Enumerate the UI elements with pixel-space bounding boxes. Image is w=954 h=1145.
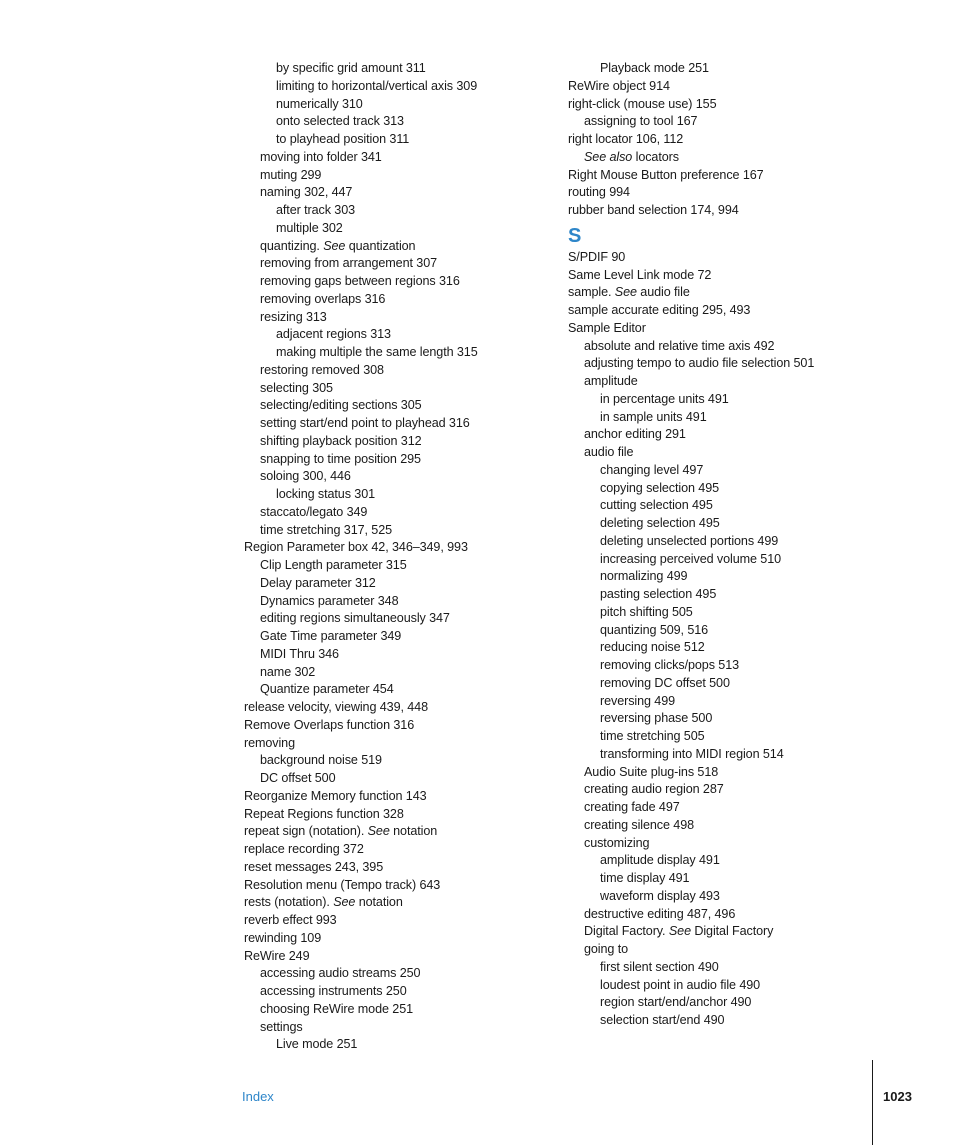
index-entry <box>568 373 868 391</box>
index-entry-text: assigning to tool 167 <box>584 114 698 129</box>
index-entry-text: customizing <box>584 835 650 850</box>
see-target: notation <box>355 895 403 910</box>
index-entry <box>244 96 544 114</box>
index-entry-text: anchor editing 291 <box>584 427 686 442</box>
index-entry-text: editing regions simultaneously 347 <box>260 611 450 626</box>
index-entry-text: reducing noise 512 <box>600 640 705 655</box>
index-entry <box>568 149 868 167</box>
index-entry-text: reset messages 243, 395 <box>244 859 384 874</box>
see-reference: See <box>333 895 356 910</box>
index-entry <box>244 752 544 770</box>
index-entry-text: reverb effect 993 <box>244 913 337 927</box>
index-entry-text: destructive editing 487, 496 <box>584 906 736 921</box>
index-entry-text: cutting selection 495 <box>600 498 713 513</box>
index-entry <box>244 78 544 96</box>
index-entry <box>568 994 868 1012</box>
index-entry <box>244 167 544 185</box>
index-entry-text: restoring removed 308 <box>260 362 384 377</box>
index-entry-text: naming 302, 447 <box>260 185 353 200</box>
index-entry <box>244 220 544 238</box>
index-entry-text: MIDI Thru 346 <box>260 646 339 661</box>
index-entry <box>244 610 544 628</box>
index-entry <box>244 646 544 664</box>
index-entry <box>244 983 544 1001</box>
index-entry <box>244 1001 544 1019</box>
index-entry-text: Digital Factory. <box>584 924 669 939</box>
index-entry <box>568 320 868 338</box>
index-entry-text: first silent section 490 <box>600 959 719 974</box>
index-entry-text: S/PDIF 90 <box>568 249 626 264</box>
see-reference: See <box>614 285 637 300</box>
index-entry <box>568 533 868 551</box>
index-entry-text: Gate Time parameter 349 <box>260 629 402 643</box>
index-entry <box>244 593 544 611</box>
see-reference: See <box>668 924 691 939</box>
index-entry <box>568 338 868 356</box>
index-entry-text: after track 303 <box>276 203 356 217</box>
index-entry-text: copying selection 495 <box>600 480 720 495</box>
index-entry-text: Quantize parameter 454 <box>260 682 394 697</box>
index-entry-text: to playhead position 311 <box>276 132 410 146</box>
index-entry <box>568 462 868 480</box>
index-entry-text: amplitude <box>584 374 638 388</box>
index-entry-text: repeat sign (notation). <box>244 824 368 839</box>
index-entry <box>568 302 868 320</box>
index-entry <box>244 149 544 167</box>
index-entry-text: DC offset 500 <box>260 771 336 785</box>
index-entry <box>244 344 544 362</box>
index-entry-text: Resolution menu (Tempo track) 643 <box>244 877 441 892</box>
index-entry-text: setting start/end point to playhead 316 <box>260 416 470 430</box>
index-entry-text: sample. <box>568 285 615 300</box>
index-entry <box>568 657 868 675</box>
see-target: quantization <box>345 238 416 253</box>
index-entry-text: absolute and relative time axis 492 <box>584 338 775 353</box>
index-entry <box>244 184 544 202</box>
index-entry-text: audio file <box>584 445 634 459</box>
index-entry <box>244 433 544 451</box>
index-entry <box>568 131 868 149</box>
index-entry <box>244 504 544 522</box>
index-entry-text: loudest point in audio file 490 <box>600 977 761 992</box>
index-entry-text: adjusting tempo to audio file selection 501 <box>584 356 815 371</box>
index-entry-text: reversing phase 500 <box>600 711 713 726</box>
index-entry-text: shifting playback position 312 <box>260 433 422 448</box>
index-entry <box>244 912 544 930</box>
index-entry-text: locking status 301 <box>276 487 376 501</box>
index-entry <box>244 326 544 344</box>
index-entry-text: Region Parameter box 42, 346–349, 993 <box>244 540 468 555</box>
index-entry <box>244 664 544 682</box>
section-letter-heading: S <box>568 224 582 247</box>
index-entry <box>568 551 868 569</box>
index-entry-text: quantizing 509, 516 <box>600 622 709 637</box>
index-list-right-bottom <box>568 249 868 1030</box>
index-entry <box>244 309 544 327</box>
index-entry-text: removing overlaps 316 <box>260 291 386 306</box>
index-entry <box>244 486 544 504</box>
index-entry <box>244 681 544 699</box>
index-entry-text: Repeat Regions function 328 <box>244 806 404 821</box>
index-entry-text: rubber band selection 174, 994 <box>568 203 739 217</box>
index-entry-text: selecting 305 <box>260 380 333 395</box>
index-entry <box>568 888 868 906</box>
index-entry-text: Clip Length parameter 315 <box>260 558 407 572</box>
index-list-right-top <box>568 60 868 220</box>
index-entry-text: ReWire object 914 <box>568 78 670 93</box>
index-entry <box>568 409 868 427</box>
index-entry <box>244 362 544 380</box>
index-entry-text: routing 994 <box>568 185 630 200</box>
index-entry-text: onto selected track 313 <box>276 114 404 129</box>
index-entry-text: Reorganize Memory function 143 <box>244 788 427 803</box>
index-entry-text: creating fade 497 <box>584 800 680 814</box>
index-entry <box>244 397 544 415</box>
index-entry-text: sample accurate editing 295, 493 <box>568 303 751 317</box>
index-entry-text: deleting unselected portions 499 <box>600 533 779 548</box>
index-entry <box>244 1036 544 1054</box>
index-entry-text: numerically 310 <box>276 96 363 111</box>
index-entry <box>244 930 544 948</box>
index-entry-text: pasting selection 495 <box>600 587 717 601</box>
index-entry <box>568 426 868 444</box>
index-entry-text: staccato/legato 349 <box>260 504 368 519</box>
index-entry-text: changing level 497 <box>600 462 704 477</box>
see-target: locators <box>632 149 679 164</box>
index-entry <box>568 480 868 498</box>
index-entry <box>244 380 544 398</box>
index-entry <box>244 575 544 593</box>
index-entry <box>568 604 868 622</box>
index-entry <box>568 746 868 764</box>
index-entry <box>244 965 544 983</box>
index-entry <box>568 852 868 870</box>
index-entry-text: rests (notation). <box>244 895 334 910</box>
index-entry-text: release velocity, viewing 439, 448 <box>244 700 428 714</box>
index-entry-text: snapping to time position 295 <box>260 451 421 466</box>
index-entry <box>244 788 544 806</box>
index-entry-text: resizing 313 <box>260 309 327 324</box>
index-entry <box>568 799 868 817</box>
index-entry-text: creating silence 498 <box>584 817 695 832</box>
index-entry <box>568 675 868 693</box>
index-entry <box>244 415 544 433</box>
index-entry-text: rewinding 109 <box>244 930 322 945</box>
index-entry <box>244 557 544 575</box>
index-entry <box>568 870 868 888</box>
index-entry <box>568 586 868 604</box>
index-entry-text: adjacent regions 313 <box>276 327 391 342</box>
footer-section-label: Index <box>242 1089 274 1104</box>
index-entry <box>568 515 868 533</box>
index-entry <box>244 273 544 291</box>
index-entry <box>244 894 544 912</box>
index-entry <box>568 835 868 853</box>
index-entry-text: removing from arrangement 307 <box>260 256 437 271</box>
index-entry-text: making multiple the same length 315 <box>276 345 478 359</box>
index-entry <box>244 539 544 557</box>
index-entry-text: Delay parameter 312 <box>260 575 376 590</box>
index-entry <box>568 622 868 640</box>
index-entry-text: Playback mode 251 <box>600 61 709 75</box>
see-target: Digital Factory <box>690 924 774 939</box>
index-entry <box>244 1019 544 1037</box>
index-entry <box>244 238 544 256</box>
index-entry-text: time stretching 505 <box>600 729 705 743</box>
index-entry <box>568 249 868 267</box>
index-entry <box>568 184 868 202</box>
index-entry <box>244 877 544 895</box>
index-entry-text: soloing 300, 446 <box>260 469 351 484</box>
index-entry-text: removing clicks/pops 513 <box>600 658 739 672</box>
index-entry-text: waveform display 493 <box>600 888 720 903</box>
index-entry <box>244 202 544 220</box>
index-entry-text: Dynamics parameter 348 <box>260 593 399 608</box>
index-entry <box>244 770 544 788</box>
index-entry <box>244 948 544 966</box>
index-entry <box>568 817 868 835</box>
index-entry-text: selecting/editing sections 305 <box>260 398 422 413</box>
footer-divider <box>872 1060 873 1145</box>
index-entry <box>244 735 544 753</box>
index-entry <box>244 113 544 131</box>
index-entry <box>568 977 868 995</box>
index-entry-text: removing DC offset 500 <box>600 675 730 690</box>
index-entry <box>568 355 868 373</box>
index-entry-text: Same Level Link mode 72 <box>568 267 712 282</box>
index-entry-text: quantizing. <box>260 238 324 253</box>
index-entry-text: amplitude display 491 <box>600 853 720 868</box>
index-column-right <box>568 60 868 1030</box>
index-entry-text: Right Mouse Button preference 167 <box>568 167 764 182</box>
index-entry-text: right locator 106, 112 <box>568 132 684 146</box>
page-number: 1023 <box>883 1089 912 1104</box>
index-entry <box>244 699 544 717</box>
index-entry-text: deleting selection 495 <box>600 516 720 530</box>
see-reference: See <box>323 238 346 253</box>
index-entry <box>568 693 868 711</box>
index-entry-text: background noise 519 <box>260 753 382 768</box>
index-entry <box>244 131 544 149</box>
index-entry-text: Remove Overlaps function 316 <box>244 717 415 732</box>
index-entry-text: in percentage units 491 <box>600 391 729 406</box>
index-entry-text: name 302 <box>260 664 316 679</box>
index-entry <box>244 628 544 646</box>
index-entry <box>244 841 544 859</box>
index-entry-text: creating audio region 287 <box>584 782 724 797</box>
index-entry-text: Live mode 251 <box>276 1037 358 1052</box>
index-entry <box>568 113 868 131</box>
see-target: audio file <box>636 285 690 300</box>
index-entry <box>244 60 544 78</box>
index-entry <box>244 468 544 486</box>
index-entry <box>568 764 868 782</box>
index-entry-text: reversing 499 <box>600 693 676 708</box>
index-entry-text: limiting to horizontal/vertical axis 309 <box>276 78 478 93</box>
index-entry <box>568 923 868 941</box>
index-entry-text: removing gaps between regions 316 <box>260 274 460 288</box>
index-entry <box>244 255 544 273</box>
index-entry-text: Sample Editor <box>568 320 646 335</box>
index-entry <box>568 202 868 220</box>
index-entry <box>244 717 544 735</box>
index-entry <box>568 96 868 114</box>
index-entry <box>568 781 868 799</box>
index-entry <box>568 267 868 285</box>
index-entry-text: selection start/end 490 <box>600 1013 725 1027</box>
index-entry <box>568 906 868 924</box>
index-entry <box>244 291 544 309</box>
index-entry <box>568 444 868 462</box>
index-entry-text: accessing instruments 250 <box>260 984 407 998</box>
index-entry-text: ReWire 249 <box>244 948 310 963</box>
index-column-left <box>244 60 544 1054</box>
index-entry-text: moving into folder 341 <box>260 149 382 164</box>
index-entry <box>244 823 544 841</box>
index-entry <box>568 60 868 78</box>
index-entry-text: region start/end/anchor 490 <box>600 995 752 1010</box>
index-entry-text: pitch shifting 505 <box>600 604 693 619</box>
see-reference: See <box>367 824 390 839</box>
index-entry-text: time display 491 <box>600 871 690 885</box>
index-entry <box>568 497 868 515</box>
index-entry <box>568 710 868 728</box>
index-entry <box>568 78 868 96</box>
index-entry-text: transforming into MIDI region 514 <box>600 746 784 761</box>
index-entry <box>244 806 544 824</box>
index-entry-text: by specific grid amount 311 <box>276 61 426 75</box>
index-entry <box>568 728 868 746</box>
index-entry-text: multiple 302 <box>276 220 343 235</box>
index-entry <box>244 522 544 540</box>
index-entry-text: increasing perceived volume 510 <box>600 551 782 566</box>
index-entry-text: settings <box>260 1019 303 1034</box>
index-entry <box>568 959 868 977</box>
index-entry-text: going to <box>584 942 629 956</box>
index-entry-text: in sample units 491 <box>600 409 707 424</box>
see-reference: See also <box>584 149 633 164</box>
see-target: notation <box>389 824 438 839</box>
index-entry <box>568 167 868 185</box>
index-entry-text: replace recording 372 <box>244 842 364 856</box>
index-entry <box>568 568 868 586</box>
index-entry <box>244 451 544 469</box>
index-entry <box>568 284 868 302</box>
index-entry-text: normalizing 499 <box>600 569 688 584</box>
index-entry-text: choosing ReWire mode 251 <box>260 1001 414 1016</box>
index-entry-text: accessing audio streams 250 <box>260 966 421 981</box>
index-entry-text: Audio Suite plug-ins 518 <box>584 764 719 779</box>
index-entry-text: removing <box>244 735 295 750</box>
index-entry-text: time stretching 317, 525 <box>260 522 393 537</box>
index-entry-text: muting 299 <box>260 167 322 182</box>
index-entry-text: right-click (mouse use) 155 <box>568 96 717 111</box>
index-entry <box>568 941 868 959</box>
index-entry <box>568 391 868 409</box>
index-entry <box>244 859 544 877</box>
index-entry <box>568 639 868 657</box>
index-entry <box>568 1012 868 1030</box>
